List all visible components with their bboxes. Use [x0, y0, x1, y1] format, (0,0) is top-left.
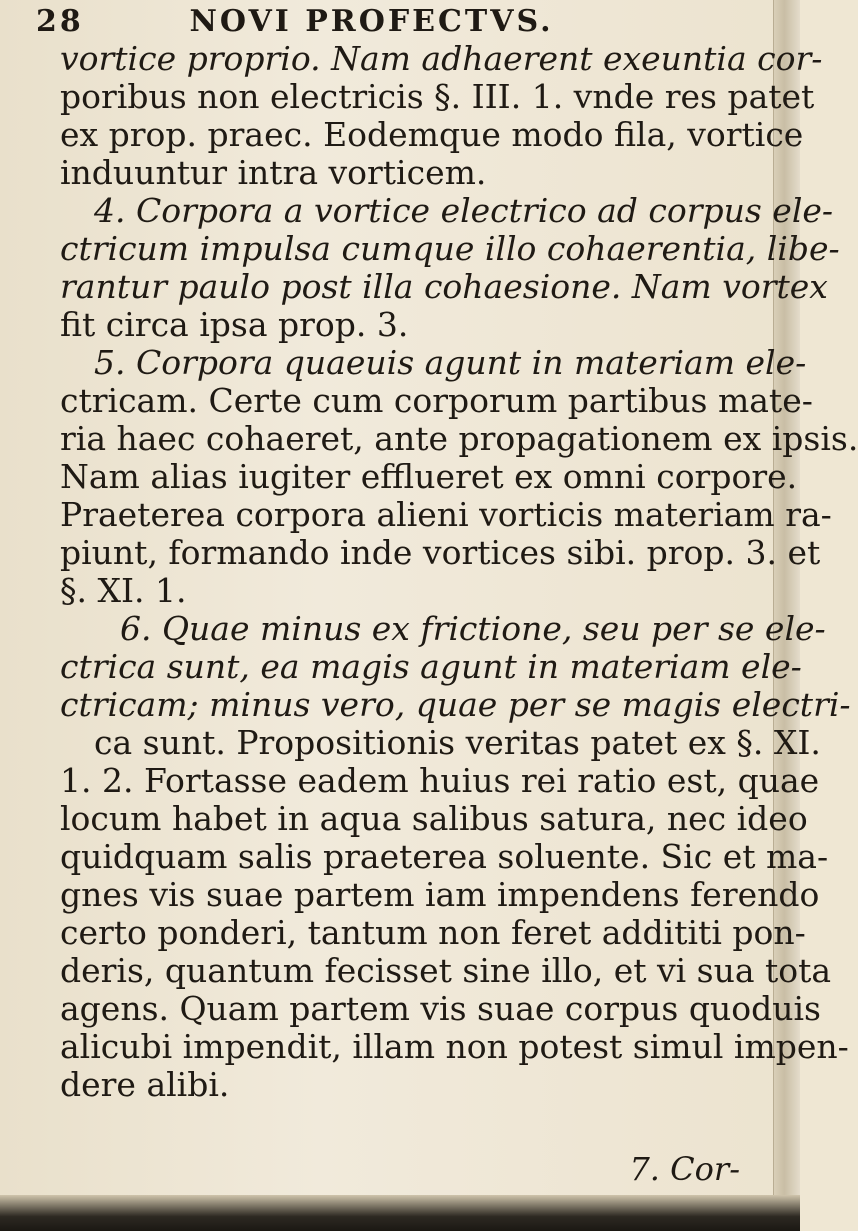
- text-line: 5. Corpora quaeuis agunt in materiam ele-: [94, 343, 807, 382]
- page-number: 28: [36, 4, 84, 39]
- running-header: [36, 4, 736, 44]
- text-line: certo ponderi, tantum non feret addititi pon-: [60, 913, 806, 952]
- text-line: gnes vis suae partem iam impendens ferendo: [60, 875, 820, 914]
- text-line: ctricum impulsa cumque illo cohaerentia, libe-: [60, 229, 840, 268]
- text-line: fit circa ipsa prop. 3.: [60, 305, 409, 344]
- text-line: alicubi impendit, illam non potest simul impen-: [60, 1027, 849, 1066]
- page-bottom-edge: [0, 1195, 800, 1231]
- running-head-title: NOVI PROFECTVS.: [189, 4, 554, 39]
- text-line: 1. 2. Fortasse eadem huius rei ratio est, quae: [60, 761, 820, 800]
- text-line: induuntur intra vorticem.: [60, 153, 487, 192]
- text-line: poribus non electricis §. III. 1. vnde res patet: [60, 77, 815, 116]
- text-line: ctricam. Certe cum corporum partibus mate-: [60, 381, 813, 420]
- text-line: quidquam salis praeterea soluente. Sic et ma-: [60, 837, 829, 876]
- body-text: [60, 39, 858, 1104]
- text-line: Praeterea corpora alieni vorticis materiam ra-: [60, 495, 832, 534]
- text-line: ctrica sunt, ea magis agunt in materiam ele-: [60, 647, 802, 686]
- text-line: ex prop. praec. Eodemque modo fila, vortice: [60, 115, 804, 154]
- text-line: ca sunt. Propositionis veritas patet ex §. XI.: [94, 723, 821, 762]
- text-line: 4. Corpora a vortice electrico ad corpus ele-: [94, 191, 834, 230]
- text-line: ctricam; minus vero, quae per se magis electri-: [60, 685, 851, 724]
- text-line: deris, quantum fecisset sine illo, et vi sua tota: [60, 951, 832, 990]
- text-line: ria haec cohaeret, ante propagationem ex ipsis.: [60, 419, 858, 458]
- catchword: 7. Cor-: [629, 1150, 740, 1188]
- text-line: locum habet in aqua salibus satura, nec ideo: [60, 799, 808, 838]
- text-line: agens. Quam partem vis suae corpus quoduis: [60, 989, 821, 1028]
- text-line: dere alibi.: [60, 1065, 230, 1104]
- text-line: 6. Quae minus ex frictione, seu per se ele-: [120, 609, 826, 648]
- text-line: piunt, formando inde vortices sibi. prop. 3. et: [60, 533, 821, 572]
- text-line: §. XI. 1.: [60, 571, 187, 610]
- text-line: vortice proprio. Nam adhaerent exeuntia cor-: [60, 39, 823, 78]
- text-line: Nam alias iugiter efflueret ex omni corpore.: [60, 457, 798, 496]
- text-line: rantur paulo post illa cohaesione. Nam vortex: [60, 267, 828, 306]
